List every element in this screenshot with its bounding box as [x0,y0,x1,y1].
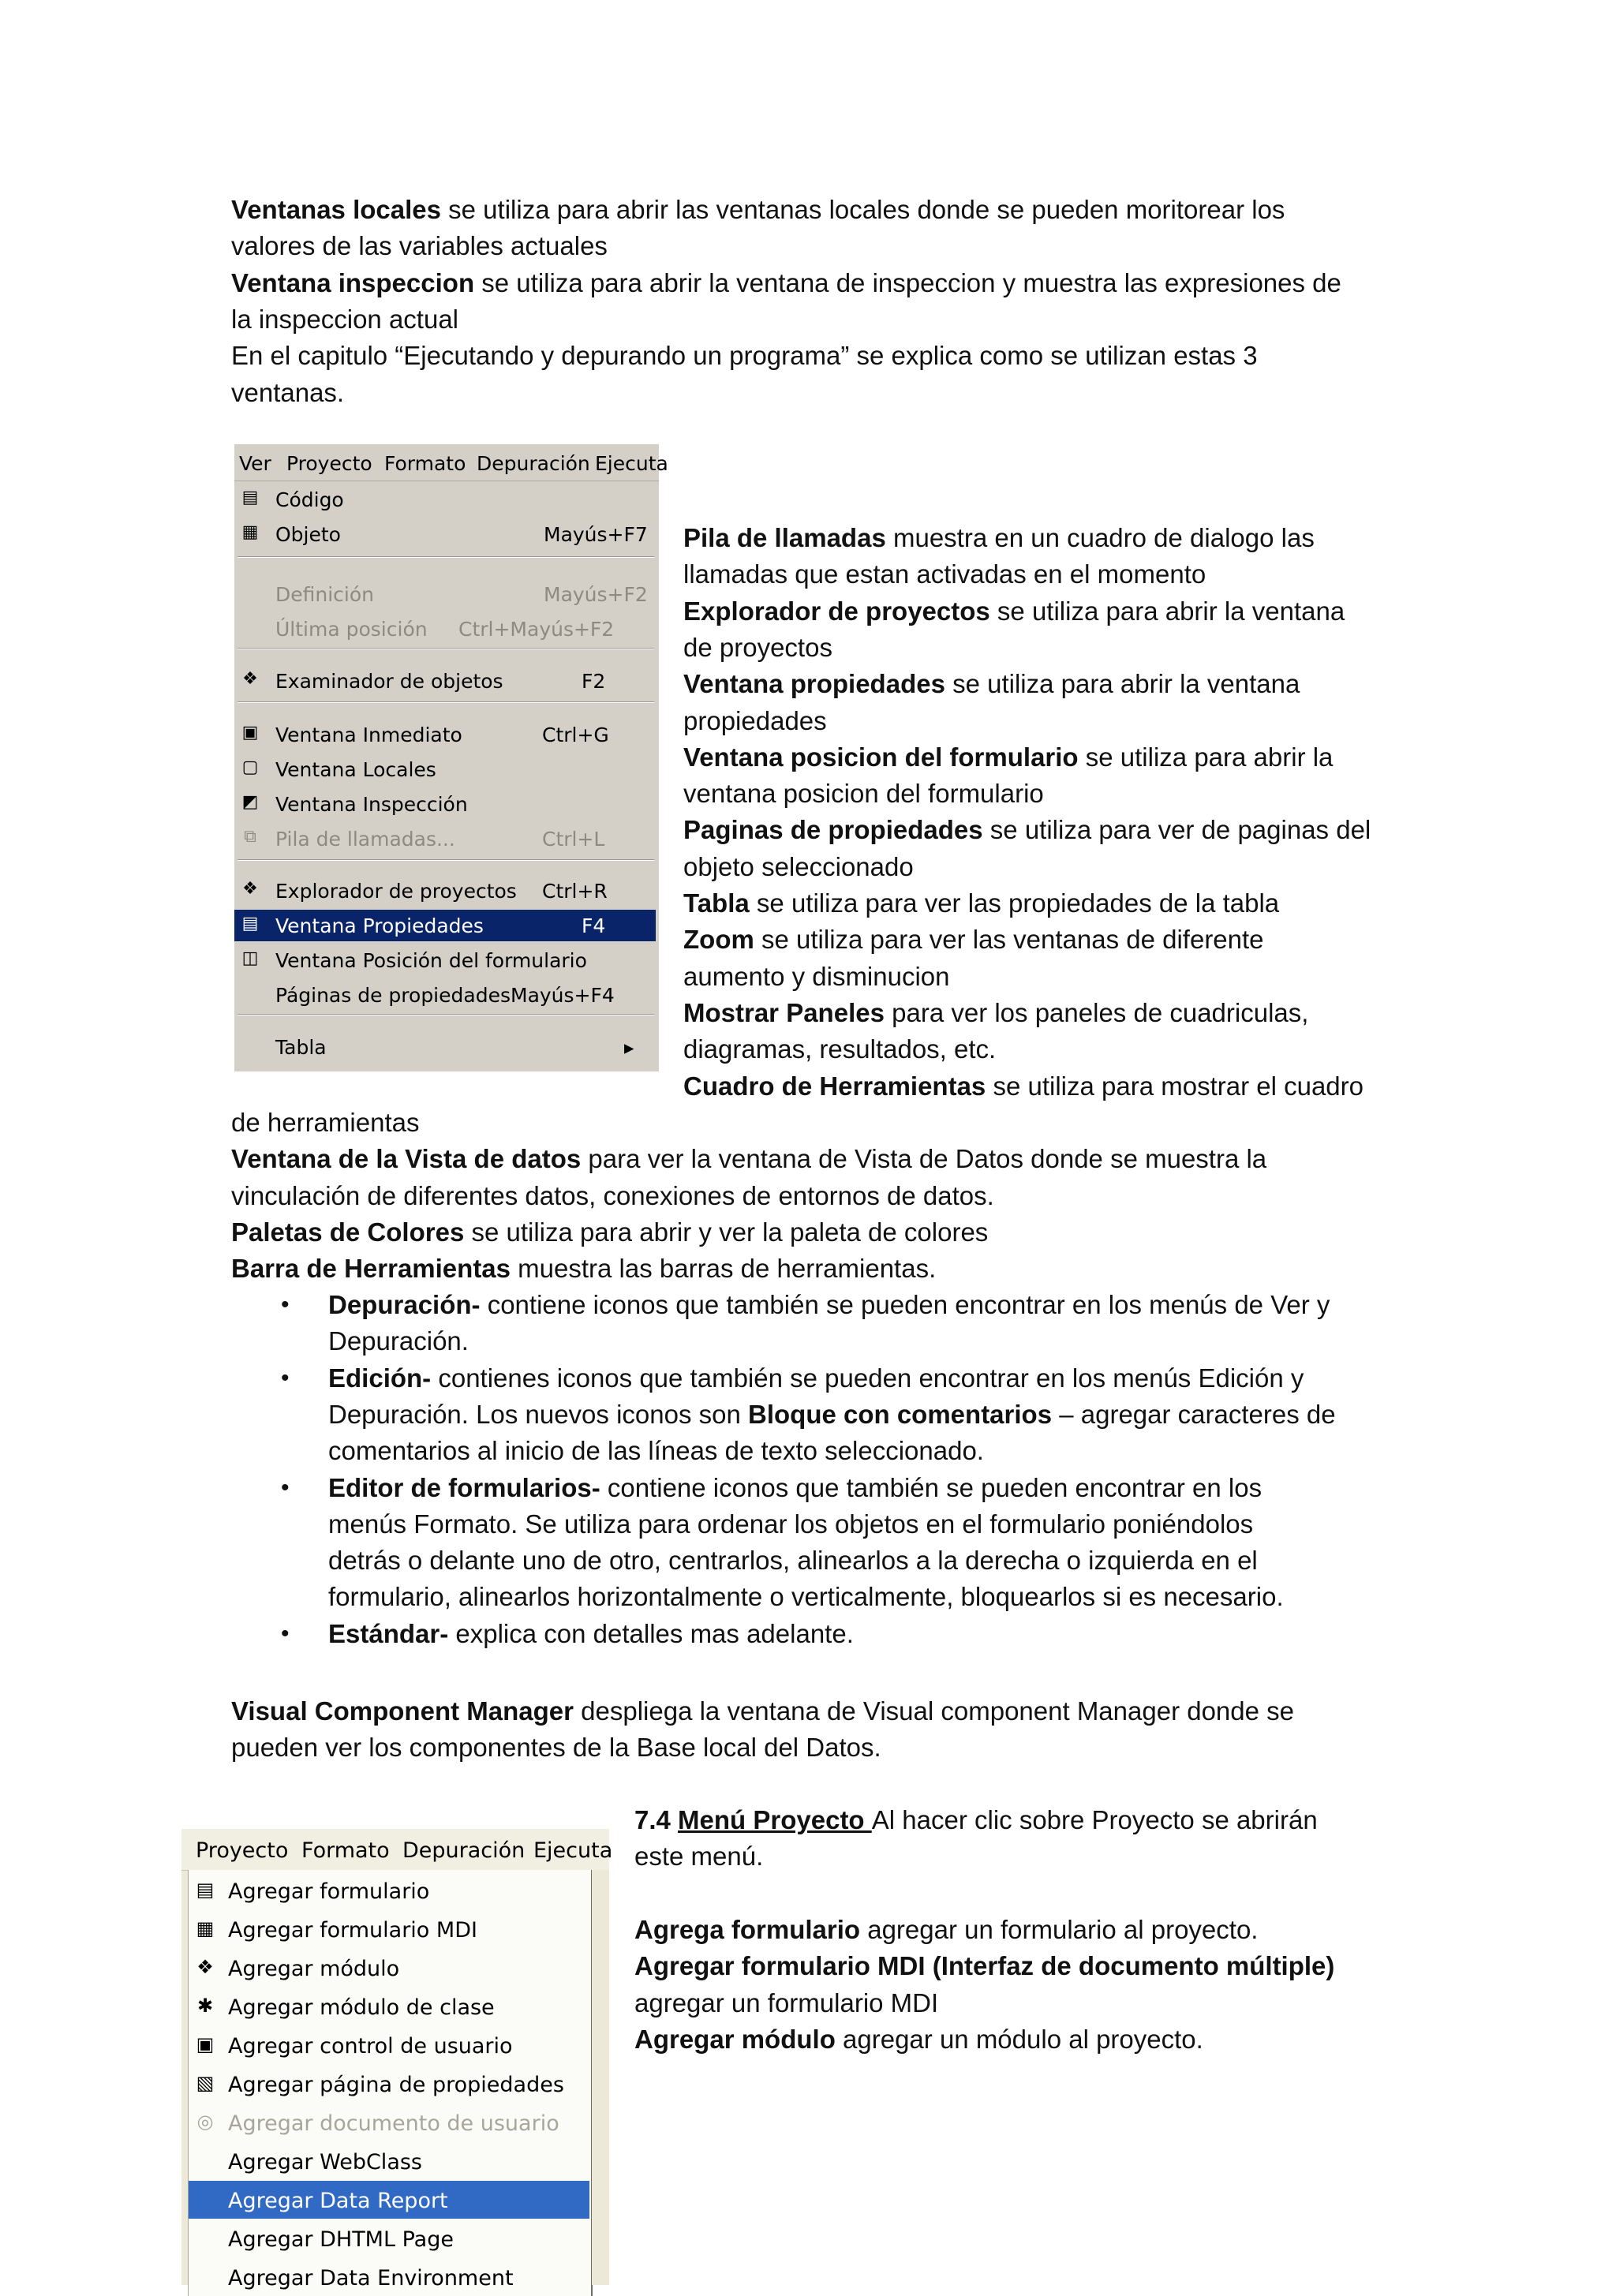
menubar-item[interactable]: Depuración [477,452,590,475]
text-line: valores de las variables actuales [231,231,608,261]
text-line [634,1948,1334,1984]
menu-item[interactable] [189,1872,589,1909]
menu-item[interactable] [234,823,656,854]
menu-item-shortcut: Mayús+F4 [511,984,615,1007]
ver-menu-screenshot [234,444,668,1071]
bold-term: Barra de Herramientas [231,1254,511,1284]
text-line: la inspeccion actual [231,304,459,334]
menu-item-label: Ventana Propiedades [275,914,484,937]
bold-term: Ventana propiedades [683,669,945,699]
text-line: En el capitulo “Ejecutando y depurando un programa” se explica como se utilizan estas 3 [231,341,1258,371]
bold-term: Tabla [683,888,750,918]
menu-item[interactable] [234,518,656,550]
menu-item-label: Explorador de proyectos [275,880,517,903]
menu-item-label: Ventana Inmediato [275,724,462,746]
add-form-icon: ▤ [196,1879,215,1901]
menu-item-shortcut: Ctrl+L [542,828,605,851]
text-line: ventana posicion del formulario [683,779,1044,809]
menu-item[interactable] [189,2219,589,2257]
menu-item-shortcut: Ctrl+G [542,724,609,746]
menu-item[interactable] [189,2258,589,2296]
menu-item[interactable] [234,1031,656,1063]
menu-item-label: Objeto [275,523,341,546]
bullet-icon: • [281,1364,290,1391]
bullet-line: comentarios al inicio de las líneas de texto seleccionado. [328,1436,984,1466]
text-line: llamadas que estan activadas en el momento [683,559,1206,589]
text-line: Explorador de proyectos se utiliza para abrir la ventana [683,596,1345,626]
section-number: 7.4 [634,1805,671,1834]
text-line: propiedades [683,705,827,735]
text-line: de herramientas [231,1108,420,1137]
locals-window-icon: ▢ [241,757,259,777]
menu-item[interactable] [234,753,656,785]
bullet-line: Estándar- explica con detalles mas adelante. [328,1618,854,1648]
menu-item-label: Pila de llamadas... [275,828,455,851]
menu-item[interactable] [234,665,656,697]
menu-item[interactable] [234,979,656,1011]
bold-term: Pila de llamadas [683,523,886,552]
menu-item-label: Agregar formulario MDI [228,1918,477,1943]
menu-item-label: Última posición [275,618,428,641]
menubar-item[interactable]: Proyecto [286,452,372,475]
menu-item[interactable] [189,2026,589,2064]
text-line: Ventana de la Vista de datos para ver la ventana de Vista de Datos donde se muestra la [231,1144,1267,1174]
text-line: Agregar módulo agregar un módulo al proyecto. [634,2024,1203,2054]
properties-window-icon: ▤ [241,914,259,933]
text-line: agregar un formulario MDI [634,1987,939,2017]
bold-term: Explorador de proyectos [683,596,990,626]
bold-term: Editor de formularios- [328,1472,600,1502]
bold-term: Mostrar Paneles [683,997,885,1027]
text-line: Ventana propiedades se utiliza para abrir la ventana [683,669,1300,699]
section-heading-line2: este menú. [634,1842,764,1871]
bold-term: Ventanas locales [231,195,441,224]
menu-item-label: Agregar Data Environment [228,2266,514,2290]
menu-item-label: Código [275,488,344,511]
menu-item[interactable] [234,910,656,941]
menu-item-shortcut: F4 [582,914,606,937]
bullet-line: Edición- contienes iconos que también se pueden encontrar en los menús Edición y [328,1363,1304,1393]
menu-item-shortcut: F2 [582,670,606,693]
bold-term: Paginas de propiedades [683,815,983,845]
bold-term: Ventana posicion del formulario [683,742,1079,772]
menu-item-label: Agregar control de usuario [228,2034,513,2059]
project-explorer-icon: ❖ [242,879,258,899]
menu-item-shortcut: Mayús+F2 [544,583,648,606]
bold-term: Zoom [683,925,754,955]
text-line: Paletas de Colores se utiliza para abrir y ver la paleta de colores [231,1217,989,1247]
text-line: Agrega formulario agregar un formulario al proyecto. [634,1915,1259,1944]
proyecto-menu-screenshot [181,1829,613,2290]
text-line: vinculación de diferentes datos, conexiones de entornos de datos. [231,1180,994,1210]
menubar-item[interactable]: Formato [384,452,466,475]
menu-item[interactable] [234,875,656,907]
menu-item-label: Agregar documento de usuario [228,2111,559,2136]
menu-item[interactable] [189,1987,589,2025]
section-title: Menú Proyecto [678,1805,872,1834]
text-line: Ventana posicion del formulario se utiliza para abrir la [683,742,1334,772]
menu-item-shortcut: Ctrl+Mayús+F2 [458,618,615,641]
menu-item-label: Páginas de propiedades [275,984,511,1007]
menu-item-label: Agregar página de propiedades [228,2073,564,2097]
menu-item[interactable] [189,2103,589,2141]
add-user-document-icon: ◎ [196,2111,214,2133]
object-browser-icon: ❖ [242,669,258,689]
section-heading-rest: Al hacer clic sobre Proyecto se abrirán [871,1805,1318,1834]
text-line: Paginas de propiedades se utiliza para ver de paginas del [683,815,1371,845]
menu-separator [238,556,654,558]
menubar-item[interactable]: Depuración [402,1838,526,1863]
text-line: Ventanas locales se utiliza para abrir las ventanas locales donde se pueden moritorear los [231,195,1285,224]
menu-item[interactable] [189,1949,589,1987]
menu-item[interactable] [234,719,656,750]
bold-term: Agregar módulo [634,2024,836,2054]
bullet-line: Depuración. [328,1326,469,1356]
text-line: de proyectos [683,632,832,662]
bold-term: (Interfaz de documento múltiple) [932,1951,1335,1981]
watch-window-icon: ◩ [241,792,259,812]
menu-item[interactable] [234,484,656,515]
menubar-item[interactable]: Ejecuta [595,452,668,475]
bold-term: Paletas de Colores [231,1217,465,1247]
menu-item-label: Ventana Posición del formulario [275,949,587,972]
bullet-line: formulario, alinearlos horizontalmente o verticalmente, bloquearlos si es necesario. [328,1582,1284,1612]
bullet-icon: • [281,1292,290,1318]
menu-item[interactable] [234,613,656,645]
text-line: aumento y disminucion [683,961,950,991]
call-stack-icon: ⧉ [244,827,256,847]
submenu-arrow-icon: ▸ [624,1036,634,1059]
menu-separator [238,701,654,703]
menubar-item[interactable]: Proyecto [196,1838,289,1863]
menubar-item[interactable]: Formato [301,1838,390,1863]
code-icon: ▤ [241,488,259,507]
proyecto-menu-edge [592,1870,609,2285]
menu-item[interactable] [189,2065,589,2103]
text-line: pueden ver los componentes de la Base local del Datos. [231,1733,881,1763]
bold-term: Cuadro de Herramientas [683,1071,986,1101]
bullet-line: Depuración. Los nuevos iconos son Bloque con comentarios – agregar caracteres de [328,1399,1336,1429]
menu-item[interactable] [189,2181,589,2219]
bullet-icon: • [281,1474,290,1501]
text-line: diagramas, resultados, etc. [683,1034,997,1064]
add-module-icon: ❖ [196,1956,214,1978]
menu-item-label: Examinador de objetos [275,670,503,693]
menu-item-shortcut: Ctrl+R [542,880,608,903]
menu-item-label: Agregar módulo [228,1957,400,1981]
bold-term: Agrega formulario [634,1915,861,1944]
menubar-item[interactable]: Ejecuta [533,1838,613,1863]
text-line: Ventana inspeccion se utiliza para abrir la ventana de inspeccion y muestra las expresiones de [231,267,1341,297]
bold-term: Bloque con comentarios [748,1399,1053,1429]
menu-item-label: Agregar formulario [228,1879,430,1904]
text-line: Tabla se utiliza para ver las propiedades de la tabla [683,888,1280,918]
menu-item-label: Tabla [275,1036,327,1059]
menu-item[interactable] [234,788,656,820]
bold-term: Edición- [328,1363,432,1393]
bullet-line: Depuración- contiene iconos que también se pueden encontrar en los menús de Ver y [328,1290,1330,1319]
menu-item-label: Agregar Data Report [228,2189,448,2213]
text-line: objeto seleccionado [683,851,914,881]
text-line: Mostrar Paneles para ver los paneles de cuadriculas, [683,997,1309,1027]
bold-term: Ventana inspeccion [231,267,475,297]
bold-term: Estándar- [328,1618,449,1648]
proyecto-menubar [181,1829,613,1871]
text-line: Barra de Herramientas muestra las barras de herramientas. [231,1254,937,1284]
bold-term: Ventana de la Vista de datos [231,1144,582,1174]
menu-item-shortcut: Mayús+F7 [544,523,648,546]
menu-item[interactable] [234,578,656,610]
add-property-page-icon: ▧ [196,2072,215,2094]
text-line: Cuadro de Herramientas se utiliza para mostrar el cuadro [683,1071,1364,1101]
ver-menubar [234,444,668,481]
add-mdi-form-icon: ▦ [196,1917,215,1939]
add-user-control-icon: ▣ [196,2033,215,2055]
menu-item-label: Agregar DHTML Page [228,2227,454,2252]
text-line: Zoom se utiliza para ver las ventanas de diferente [683,925,1264,955]
proyecto-menu-panel [188,1870,593,2296]
menu-item[interactable] [189,2142,589,2180]
bullet-icon: • [281,1620,290,1647]
bullet-line: detrás o delante uno de otro, centrarlos, alinearlos a la derecha o izquierda en el [328,1546,1258,1576]
immediate-window-icon: ▣ [241,723,259,742]
menu-separator [238,859,654,861]
bold-term: Visual Component Manager [231,1696,574,1726]
menu-item-label: Agregar WebClass [228,2150,422,2174]
bullet-line: Editor de formularios- contiene iconos que también se pueden encontrar en los [328,1472,1262,1502]
form-layout-icon: ◫ [241,948,259,968]
menu-item[interactable] [234,944,656,976]
object-icon: ▦ [241,522,259,542]
menu-item-label: Ventana Locales [275,758,436,781]
menu-separator [238,1014,654,1015]
add-class-module-icon: ✱ [196,1995,214,2017]
section-heading [634,1802,1318,1838]
bullet-line: menús Formato. Se utiliza para ordenar los objetos en el formulario poniéndolos [328,1509,1254,1539]
menu-item-label: Definición [275,583,374,606]
menubar-item[interactable]: Ver [239,452,271,475]
menu-item-label: Agregar módulo de clase [228,1995,495,2020]
bold-term: Agregar formulario MDI [634,1951,926,1981]
menu-item-label: Ventana Inspección [275,793,468,816]
text-line: Pila de llamadas muestra en un cuadro de dialogo las [683,523,1315,552]
bold-term: Depuración- [328,1290,481,1319]
text-line: Visual Component Manager despliega la ventana de Visual component Manager donde se [231,1696,1295,1726]
text-line: ventanas. [231,377,345,407]
menu-separator [238,648,654,649]
menu-item[interactable] [189,1910,589,1948]
